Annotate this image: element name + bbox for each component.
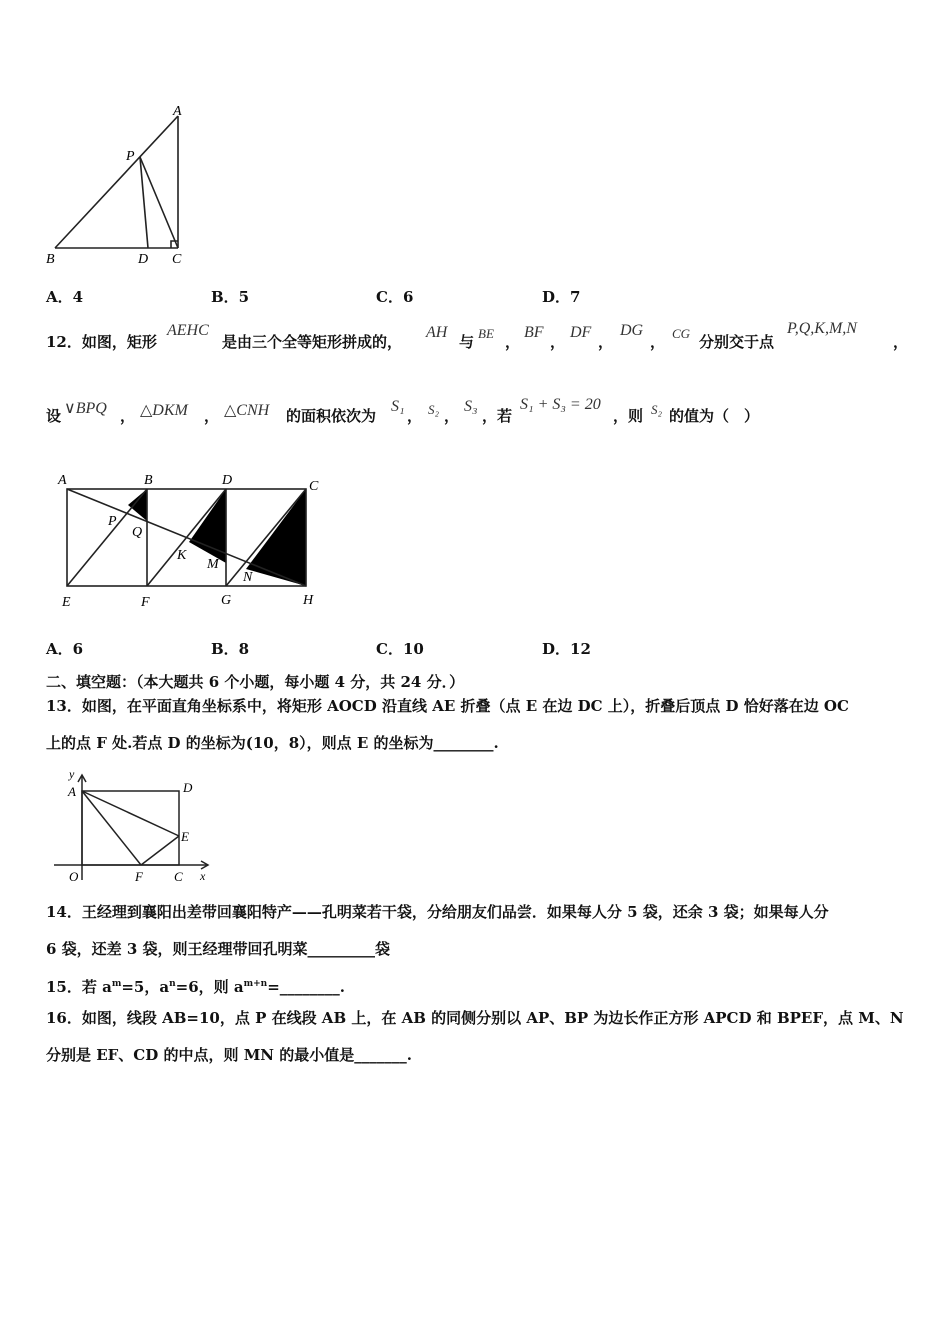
fig12-label-N: N bbox=[243, 570, 253, 585]
q11-option-d: D．7 bbox=[542, 288, 581, 306]
fig11-label-B: B bbox=[46, 252, 55, 267]
q12-s2-ask: S₂ bbox=[651, 402, 663, 417]
q12-line-cg: CG bbox=[672, 326, 691, 341]
q12-text-set: 设 bbox=[46, 407, 62, 425]
fig12-label-H: H bbox=[303, 593, 314, 608]
q12-comma-2: ， bbox=[550, 333, 566, 351]
q12-text-with: 与 bbox=[459, 333, 475, 351]
fig11-label-P: P bbox=[126, 149, 135, 164]
q13-line-2: 上的点 F 处.若点 D 的坐标为(10，8），则点 E 的坐标为________. bbox=[46, 734, 499, 752]
q12-comma-9: ， bbox=[444, 407, 460, 425]
q12-text-if: ，若 bbox=[482, 407, 513, 425]
q12-comma-6: ， bbox=[120, 407, 136, 425]
q12-option-d: D．12 bbox=[542, 640, 591, 658]
fig12-label-E: E bbox=[62, 595, 71, 610]
q12-comma-4: ， bbox=[650, 333, 666, 351]
section-2-heading: 二、填空题：（本大题共 6 个小题，每小题 4 分，共 24 分．） bbox=[46, 673, 465, 691]
fig13-label-E: E bbox=[181, 829, 189, 844]
q12-triangle-dkm: △DKM bbox=[140, 402, 188, 419]
q11-option-a: A．4 bbox=[46, 288, 84, 306]
fig12-label-B: B bbox=[144, 473, 153, 488]
figure-q11-triangle bbox=[40, 100, 200, 270]
q15-line bbox=[46, 974, 345, 997]
q15-exp-m: m bbox=[111, 979, 122, 989]
figure-q12-rectangles bbox=[50, 468, 330, 613]
fig11-label-A: A bbox=[173, 104, 182, 119]
fig13-label-O: O bbox=[69, 869, 79, 884]
q12-s2: S₂ bbox=[428, 402, 440, 417]
fig12-label-M: M bbox=[207, 557, 219, 572]
fig11-label-C: C bbox=[172, 252, 182, 267]
q12-text-then: ，则 bbox=[613, 407, 644, 425]
q12-equation: S₁ + S₃ = 20 bbox=[520, 396, 601, 413]
fig12-label-K: K bbox=[177, 548, 187, 563]
q12-s3: S₃ bbox=[464, 398, 478, 415]
q12-points: P,Q,K,M,N bbox=[787, 320, 857, 337]
q12-text-2: 分别交于点 bbox=[699, 333, 775, 351]
q12-line-bf: BF bbox=[524, 324, 544, 341]
fig13-label-x: x bbox=[200, 869, 206, 883]
fig12-label-C: C bbox=[309, 479, 319, 494]
fig12-label-D: D bbox=[222, 473, 233, 488]
q12-option-a: A．6 bbox=[46, 640, 84, 658]
q15-part-c: =6，则 a bbox=[175, 978, 244, 996]
figure-q13-coordinate-plane bbox=[50, 766, 220, 886]
q14-line-1: 14．王经理到襄阳出差带回襄阳特产——孔明菜若干袋，分给朋友们品尝．如果每人分 5 袋，还余 3 袋；如果每人分 bbox=[46, 903, 829, 921]
q12-number-text: 12．如图，矩形 bbox=[46, 333, 157, 351]
fig12-label-Q: Q bbox=[132, 525, 143, 540]
q11-option-c: C．6 bbox=[376, 288, 414, 306]
q12-line-be: BE bbox=[478, 326, 494, 341]
q14-line-2: 6 袋，还差 3 袋，则王经理带回孔明菜_________袋 bbox=[46, 940, 391, 958]
fig12-label-G: G bbox=[221, 593, 232, 608]
q12-line-dg: DG bbox=[620, 322, 644, 339]
q12-comma-1: ， bbox=[505, 333, 521, 351]
q15-exp-mn: m+n bbox=[243, 979, 268, 989]
q12-comma-8: ， bbox=[407, 407, 423, 425]
q15-exp-n: n bbox=[169, 979, 176, 989]
q12-comma-7: ， bbox=[204, 407, 220, 425]
q15-part-b: =5，a bbox=[121, 978, 170, 996]
q16-line-1: 16．如图，线段 AB=10，点 P 在线段 AB 上，在 AB 的同侧分别以 AP、BP 为边长作正方形 APCD 和 BPEF，点 M、N bbox=[46, 1009, 904, 1027]
q12-triangle-cnh: △CNH bbox=[224, 402, 270, 419]
q12-text-1: 是由三个全等矩形拼成的， bbox=[222, 333, 403, 351]
q12-text-4: 的值为（ ） bbox=[669, 407, 760, 425]
fig13-label-y: y bbox=[69, 767, 75, 781]
q12-line-df: DF bbox=[570, 324, 592, 341]
q12-triangle-bpq: ∨BPQ bbox=[64, 400, 107, 417]
q12-comma-5: ， bbox=[893, 333, 909, 351]
q11-option-b: B．5 bbox=[211, 288, 250, 306]
q16-line-2: 分别是 EF、CD 的中点，则 MN 的最小值是_______. bbox=[46, 1046, 412, 1064]
fig13-label-C: C bbox=[174, 869, 183, 884]
q15-part-d: =________. bbox=[267, 978, 345, 996]
q12-line-ah: AH bbox=[426, 324, 448, 341]
fig12-label-A: A bbox=[58, 473, 67, 488]
q12-rect-name: AEHC bbox=[167, 322, 209, 339]
q15-part-a: 15．若 a bbox=[46, 978, 112, 996]
fig13-label-F: F bbox=[135, 869, 143, 884]
fig12-label-P: P bbox=[108, 514, 117, 529]
q12-text-3: 的面积依次为 bbox=[286, 407, 377, 425]
fig13-label-D: D bbox=[183, 780, 193, 795]
q12-option-c: C．10 bbox=[376, 640, 424, 658]
fig13-label-A: A bbox=[68, 784, 76, 799]
fig11-label-D: D bbox=[138, 252, 149, 267]
q12-option-b: B．8 bbox=[211, 640, 250, 658]
fig12-label-F: F bbox=[141, 595, 150, 610]
q12-comma-3: ， bbox=[598, 333, 614, 351]
q12-s1: S₁ bbox=[391, 398, 405, 415]
q13-line-1: 13．如图，在平面直角坐标系中，将矩形 AOCD 沿直线 AE 折叠（点 E 在边 DC 上），折叠后顶点 D 恰好落在边 OC bbox=[46, 697, 849, 715]
